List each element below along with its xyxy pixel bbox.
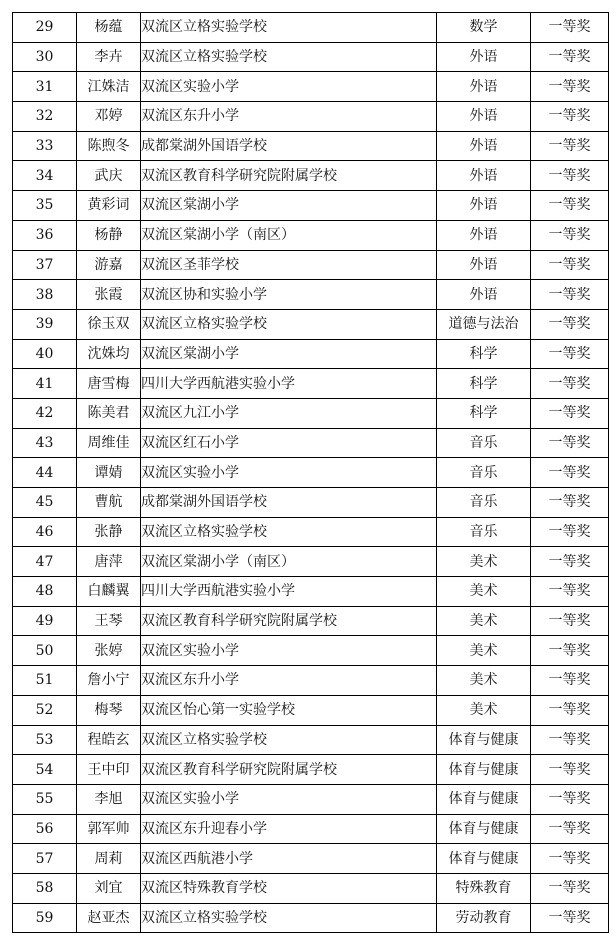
school-name: 双流区东升小学 — [141, 666, 437, 696]
table-row — [13, 903, 609, 933]
table-row — [13, 695, 609, 725]
school-name: 成都棠湖外国语学校 — [141, 131, 437, 161]
school-name: 双流区立格实验学校 — [141, 309, 437, 339]
school-name: 双流区棠湖小学（南区） — [141, 547, 437, 577]
award-level: 一等奖 — [531, 844, 609, 874]
award-level: 一等奖 — [531, 547, 609, 577]
table-row — [13, 339, 609, 369]
school-name: 成都棠湖外国语学校 — [141, 488, 437, 518]
table-row — [13, 844, 609, 874]
award-level: 一等奖 — [531, 250, 609, 280]
subject-name: 音乐 — [437, 458, 531, 488]
winner-name: 郭军帅 — [77, 814, 141, 844]
row-number: 34 — [13, 161, 77, 191]
subject-name: 外语 — [437, 191, 531, 221]
table-row — [13, 220, 609, 250]
row-number: 45 — [13, 488, 77, 518]
school-name: 双流区实验小学 — [141, 72, 437, 102]
award-level: 一等奖 — [531, 102, 609, 132]
table-row — [13, 517, 609, 547]
winner-name: 张霞 — [77, 280, 141, 310]
award-level: 一等奖 — [531, 161, 609, 191]
award-level: 一等奖 — [531, 725, 609, 755]
subject-name: 体育与健康 — [437, 755, 531, 785]
row-number: 37 — [13, 250, 77, 280]
winner-name: 徐玉双 — [77, 309, 141, 339]
school-name: 双流区协和实验小学 — [141, 280, 437, 310]
row-number: 54 — [13, 755, 77, 785]
table-row — [13, 636, 609, 666]
row-number: 49 — [13, 606, 77, 636]
award-level: 一等奖 — [531, 814, 609, 844]
school-name: 双流区教育科学研究院附属学校 — [141, 606, 437, 636]
row-number: 47 — [13, 547, 77, 577]
school-name: 双流区实验小学 — [141, 458, 437, 488]
table-row — [13, 161, 609, 191]
row-number: 32 — [13, 102, 77, 132]
table-row — [13, 784, 609, 814]
row-number: 52 — [13, 695, 77, 725]
table-row — [13, 606, 609, 636]
row-number: 51 — [13, 666, 77, 696]
table-row — [13, 755, 609, 785]
subject-name: 外语 — [437, 280, 531, 310]
school-name: 双流区实验小学 — [141, 784, 437, 814]
table-row — [13, 577, 609, 607]
subject-name: 特殊教育 — [437, 873, 531, 903]
school-name: 双流区怡心第一实验学校 — [141, 695, 437, 725]
row-number: 38 — [13, 280, 77, 310]
award-level: 一等奖 — [531, 13, 609, 43]
school-name: 双流区棠湖小学 — [141, 191, 437, 221]
winner-name: 陈美君 — [77, 398, 141, 428]
subject-name: 美术 — [437, 547, 531, 577]
subject-name: 外语 — [437, 72, 531, 102]
subject-name: 美术 — [437, 577, 531, 607]
winner-name: 李卉 — [77, 42, 141, 72]
award-level: 一等奖 — [531, 42, 609, 72]
row-number: 30 — [13, 42, 77, 72]
winner-name: 张婷 — [77, 636, 141, 666]
row-number: 33 — [13, 131, 77, 161]
award-level: 一等奖 — [531, 191, 609, 221]
award-level: 一等奖 — [531, 666, 609, 696]
winner-name: 赵亚杰 — [77, 903, 141, 933]
award-level: 一等奖 — [531, 784, 609, 814]
row-number: 57 — [13, 844, 77, 874]
school-name: 四川大学西航港实验小学 — [141, 369, 437, 399]
school-name: 双流区特殊教育学校 — [141, 873, 437, 903]
table-row — [13, 250, 609, 280]
row-number: 39 — [13, 309, 77, 339]
table-row — [13, 13, 609, 43]
table-row — [13, 102, 609, 132]
winner-name: 李旭 — [77, 784, 141, 814]
row-number: 35 — [13, 191, 77, 221]
award-level: 一等奖 — [531, 220, 609, 250]
table-row — [13, 547, 609, 577]
row-number: 58 — [13, 873, 77, 903]
award-level: 一等奖 — [531, 131, 609, 161]
table-row — [13, 369, 609, 399]
row-number: 53 — [13, 725, 77, 755]
winner-name: 唐萍 — [77, 547, 141, 577]
award-level: 一等奖 — [531, 606, 609, 636]
table-row — [13, 666, 609, 696]
school-name: 双流区棠湖小学（南区） — [141, 220, 437, 250]
row-number: 29 — [13, 13, 77, 43]
table-row — [13, 191, 609, 221]
row-number: 36 — [13, 220, 77, 250]
winner-name: 梅琴 — [77, 695, 141, 725]
winner-name: 王中印 — [77, 755, 141, 785]
school-name: 双流区棠湖小学 — [141, 339, 437, 369]
school-name: 双流区西航港小学 — [141, 844, 437, 874]
table-row — [13, 280, 609, 310]
award-level: 一等奖 — [531, 517, 609, 547]
award-level: 一等奖 — [531, 903, 609, 933]
row-number: 59 — [13, 903, 77, 933]
table-row — [13, 814, 609, 844]
winner-name: 江姝洁 — [77, 72, 141, 102]
subject-name: 外语 — [437, 161, 531, 191]
table-row — [13, 131, 609, 161]
subject-name: 科学 — [437, 339, 531, 369]
table-row — [13, 725, 609, 755]
row-number: 41 — [13, 369, 77, 399]
subject-name: 美术 — [437, 666, 531, 696]
school-name: 双流区立格实验学校 — [141, 517, 437, 547]
table-row — [13, 428, 609, 458]
winner-name: 周维佳 — [77, 428, 141, 458]
winner-name: 唐雪梅 — [77, 369, 141, 399]
award-level: 一等奖 — [531, 339, 609, 369]
subject-name: 外语 — [437, 250, 531, 280]
table-row — [13, 72, 609, 102]
award-level: 一等奖 — [531, 636, 609, 666]
award-level: 一等奖 — [531, 369, 609, 399]
subject-name: 外语 — [437, 42, 531, 72]
subject-name: 道德与法治 — [437, 309, 531, 339]
award-level: 一等奖 — [531, 577, 609, 607]
winner-name: 周莉 — [77, 844, 141, 874]
winner-name: 沈姝均 — [77, 339, 141, 369]
winner-name: 詹小宁 — [77, 666, 141, 696]
school-name: 双流区九江小学 — [141, 398, 437, 428]
subject-name: 音乐 — [437, 517, 531, 547]
row-number: 55 — [13, 784, 77, 814]
school-name: 双流区东升迎春小学 — [141, 814, 437, 844]
school-name: 双流区红石小学 — [141, 428, 437, 458]
subject-name: 体育与健康 — [437, 725, 531, 755]
school-name: 双流区教育科学研究院附属学校 — [141, 161, 437, 191]
award-level: 一等奖 — [531, 873, 609, 903]
row-number: 40 — [13, 339, 77, 369]
winner-name: 邓婷 — [77, 102, 141, 132]
row-number: 43 — [13, 428, 77, 458]
school-name: 双流区立格实验学校 — [141, 725, 437, 755]
award-level: 一等奖 — [531, 398, 609, 428]
subject-name: 体育与健康 — [437, 784, 531, 814]
school-name: 双流区东升小学 — [141, 102, 437, 132]
subject-name: 外语 — [437, 220, 531, 250]
winner-name: 谭婧 — [77, 458, 141, 488]
award-level: 一等奖 — [531, 695, 609, 725]
row-number: 46 — [13, 517, 77, 547]
winner-name: 白麟翼 — [77, 577, 141, 607]
row-number: 44 — [13, 458, 77, 488]
table-row — [13, 42, 609, 72]
winner-name: 程皓玄 — [77, 725, 141, 755]
school-name: 双流区立格实验学校 — [141, 13, 437, 43]
school-name: 双流区立格实验学校 — [141, 903, 437, 933]
winner-name: 陈煦冬 — [77, 131, 141, 161]
school-name: 双流区教育科学研究院附属学校 — [141, 755, 437, 785]
table-row — [13, 873, 609, 903]
winner-name: 王琴 — [77, 606, 141, 636]
row-number: 31 — [13, 72, 77, 102]
subject-name: 外语 — [437, 102, 531, 132]
award-list-body — [13, 13, 609, 933]
subject-name: 音乐 — [437, 488, 531, 518]
award-list-table — [12, 12, 609, 933]
subject-name: 外语 — [437, 131, 531, 161]
row-number: 56 — [13, 814, 77, 844]
subject-name: 音乐 — [437, 428, 531, 458]
table-row — [13, 458, 609, 488]
school-name: 四川大学西航港实验小学 — [141, 577, 437, 607]
winner-name: 黄彩词 — [77, 191, 141, 221]
winner-name: 张静 — [77, 517, 141, 547]
row-number: 48 — [13, 577, 77, 607]
table-row — [13, 398, 609, 428]
winner-name: 杨蕴 — [77, 13, 141, 43]
table-row — [13, 309, 609, 339]
subject-name: 科学 — [437, 369, 531, 399]
winner-name: 刘宜 — [77, 873, 141, 903]
winner-name: 游嘉 — [77, 250, 141, 280]
subject-name: 科学 — [437, 398, 531, 428]
subject-name: 美术 — [437, 636, 531, 666]
winner-name: 杨静 — [77, 220, 141, 250]
award-level: 一等奖 — [531, 309, 609, 339]
table-row — [13, 488, 609, 518]
subject-name: 美术 — [437, 606, 531, 636]
school-name: 双流区立格实验学校 — [141, 42, 437, 72]
subject-name: 劳动教育 — [437, 903, 531, 933]
award-level: 一等奖 — [531, 72, 609, 102]
award-level: 一等奖 — [531, 488, 609, 518]
winner-name: 武庆 — [77, 161, 141, 191]
subject-name: 数学 — [437, 13, 531, 43]
row-number: 42 — [13, 398, 77, 428]
award-level: 一等奖 — [531, 458, 609, 488]
award-level: 一等奖 — [531, 280, 609, 310]
school-name: 双流区实验小学 — [141, 636, 437, 666]
winner-name: 曹航 — [77, 488, 141, 518]
subject-name: 体育与健康 — [437, 814, 531, 844]
row-number: 50 — [13, 636, 77, 666]
school-name: 双流区圣菲学校 — [141, 250, 437, 280]
award-level: 一等奖 — [531, 755, 609, 785]
award-level: 一等奖 — [531, 428, 609, 458]
subject-name: 体育与健康 — [437, 844, 531, 874]
subject-name: 美术 — [437, 695, 531, 725]
